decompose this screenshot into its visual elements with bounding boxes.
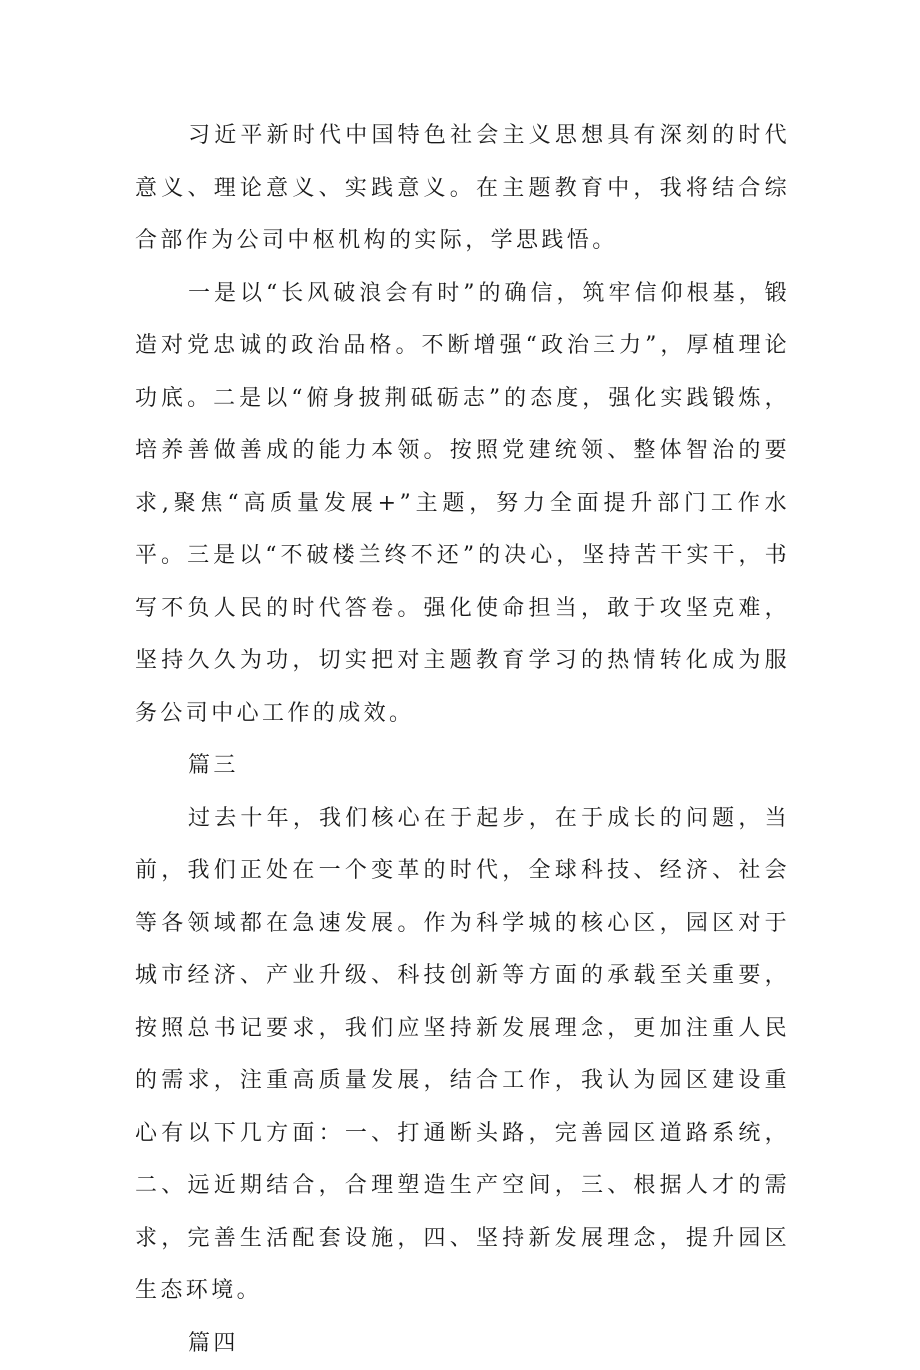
paragraph-park-development: 过去十年，我们核心在于起步，在于成长的问题，当前，我们正处在一个变革的时代，全球科技、经济、社会等各领域都在急速发展。作为科学城的核心区，园区对于城市经济、产业升级、科技创新等方面的承载至关重要，按照总书记要求，我们应坚持新发展理念，更加注重人民的需求，注重高质量发展，结合工作，我认为园区建设重心有以下几方面：一、打通断头路，完善园区道路系统，二、远近期结合，合理塑造生产空间，三、根据人才的需求，完善生活配套设施，四、坚持新发展理念，提升园区生态环境。 xyxy=(135,793,790,1318)
paragraph-intro: 习近平新时代中国特色社会主义思想具有深刻的时代意义、理论意义、实践意义。在主题教育中，我将结合综合部作为公司中枢机构的实际，学思践悟。 xyxy=(135,110,790,268)
section-heading-part-three: 篇三 xyxy=(135,740,790,793)
document-page xyxy=(135,110,790,1370)
paragraph-commitments: 一是以“长风破浪会有时”的确信，筑牢信仰根基，锻造对党忠诚的政治品格。不断增强“政治三力”，厚植理论功底。二是以“俯身披荆砥砺志”的态度，强化实践锻炼，培养善做善成的能力本领。按照党建统领、整体智治的要求,聚焦“高质量发展+”主题，努力全面提升部门工作水平。三是以“不破楼兰终不还”的决心，坚持苦干实干，书写不负人民的时代答卷。强化使命担当，敢于攻坚克难，坚持久久为功，切实把对主题教育学习的热情转化成为服务公司中心工作的成效。 xyxy=(135,268,790,741)
section-heading-part-four: 篇四 xyxy=(135,1318,790,1370)
